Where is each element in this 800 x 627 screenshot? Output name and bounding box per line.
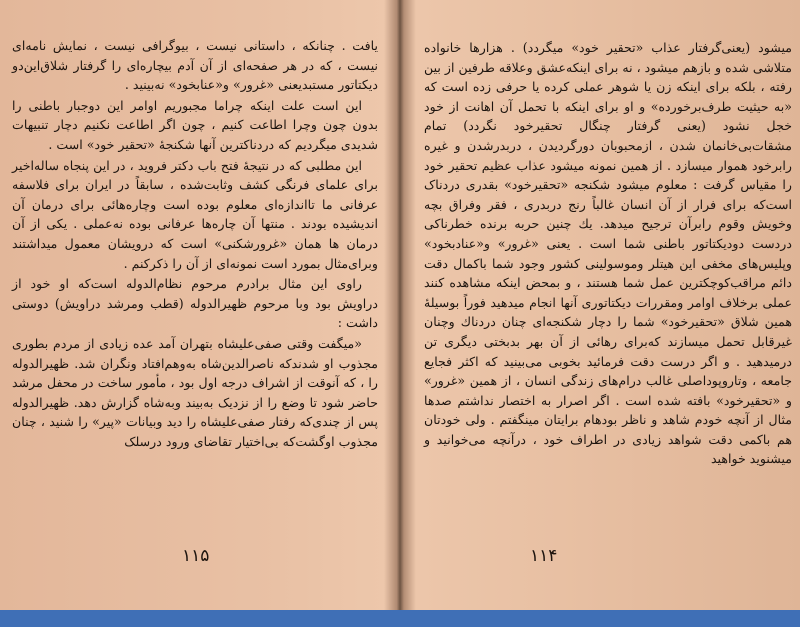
scan-background (0, 610, 800, 627)
page-number: ۱۱۴ (530, 546, 558, 566)
paragraph: میشود (یعنی‌گرفتار عذاب «تحقیر خود» میگردد) . هزارها خانواده متلاشی شده و بازهم میشود ، نه برای اینکه‌عشق وعلاقه طرفین از بین رفته ، بلکه برای اینکه زن یا شوهر عملی کرده یا حرفی زده است که «به حیثیت طرف‌برخورده» و او برای اینکه با تحمل آن اهانت از خود خجل نشود (یعنی گرفتار چنگال تحقیرخود نگردد) تمام مشقات‌بی‌خانمان شدن ، ازمحبوبان دورگردیدن ، دربدرشدن و غیره رابرخود هموار میسازد . از همین نمونه میشود عذاب عظیم تحقیر خود را مقیاس گرفت : معلوم میشود شکنجه «تحقیرخود» بقدری دردناک است‌که برای فرار از آن انسان غالباً رنج دربدری ، فقر وفراق بچه وخویش وقوم رابرآن ترجیح میدهد. یك چنین حربه برنده خطرناکی دردست دودیکتاتور باطنی شما است . یعنی «غرور» و«عنادبخود» وپلیس‌های مخفی این هیتلر وموسولینی کشور وجود شما باکمال دقت دائم مراقب‌کوچکترین عمل شما هستند ، و بمحض اینکه مشاهده کنند عملی برخلاف اوامر ومقررات دیکتاتوری آنها انجام میدهید فوراً بوسیلهٔ همین شلاق «تحقیرخود» شما را دچار شکنجه‌ای چنان دردناك وچنان غیرقابل تحمل میسازند که‌برای رهائی از آن بهر بدبختی دیگری تن درمیدهید . و اگر درست دقت فرمائید بخوبی می‌بینید که اکثر فجایع جامعه ، وتاروپوداصلی غالب درام‌های زندگی انسان ، از همین «غرور» و «تحقیرخود» بافته شده است . اگر اصرار به اختصار نداشتم صدها مثال از آنچه خودم شاهد و ناظر بودهام برایتان مینگفتم . ولی خودتان هم باکمی دقت شواهد زیادی در اطراف خود ، درآنچه می‌خوانید و میشنوید خواهید (424, 40, 792, 467)
right-page (402, 0, 800, 610)
paragraph: راوی این مثال برادرم مرحوم نظام‌الدوله است‌که او خود از دراویش بود وبا مرحوم ظهیرالدوله (قطب ومرشد دراویش) دوستی داشت : (12, 276, 378, 331)
paragraph: یافت . چنانکه ، داستانی نیست ، بیوگرافی نیست ، نمایش نامه‌ای نیست ، که در هر صفحه‌ای از آن آدم بیچاره‌ای را گرفتار شلاق‌این‌دو دیکتاتور مستبدیعنی «غرور» و«عنابخود» نه‌بینید . (12, 38, 378, 93)
left-page (0, 0, 398, 610)
paragraph: «میگفت وقتی صفی‌علیشاه بتهران آمد عده زیادی از مردم بطوری مجذوب او شدندکه ناصرالدین‌شاه به‌وهم‌افتاد ونگران شد. ظهیرالدوله را ، که آنوقت از اشراف درجه اول بود ، مأمور ساخت در محفل مرشد حاضر شود تا وضع را از نزدیک به‌بیند وبه‌شاه گزارش دهد. ظهیرالدوله پس از چندی‌که رفتار صفی‌علیشاه را دید وبیانات «پیر» را شنید ، چنان مجذوب اوگشت‌که بی‌اختیار تقاضای ورود درسلک (12, 335, 378, 449)
left-page-text (12, 36, 378, 451)
right-page-text (424, 38, 792, 469)
paragraph: این مطلبی که در نتیجهٔ فتح باب دکتر فروید ، در این پنجاه ساله‌اخیر برای علمای فرنگی کشف وثابت‌شده ، سابقاً در ایران برای فلاسفه عرفانی ما تااندازه‌ای معلوم بوده است وچاره‌هائی برای درمان آن اندیشیده بودند . منتها آن چاره‌ها عرفانی بوده نه‌عملی . یکی از آن درمان ها همان «غرورشکنی» است که درویشان معمول میداشتند وبرای‌مثال بمورد است نمونه‌ای از آن را ذکرکنم . (12, 157, 378, 271)
page-number: ۱۱۵ (182, 546, 210, 566)
paragraph: این است علت اینکه چراما مجبوریم اوامر این دوجبار باطنی را بدون چون وچرا اطاعت کنیم ، چون اگر اطاعت نکنیم دچار تنبیهات شدیدی میگردیم که دردناکترین آنها شکنجهٔ «تحقیر خود» است . (12, 97, 378, 152)
